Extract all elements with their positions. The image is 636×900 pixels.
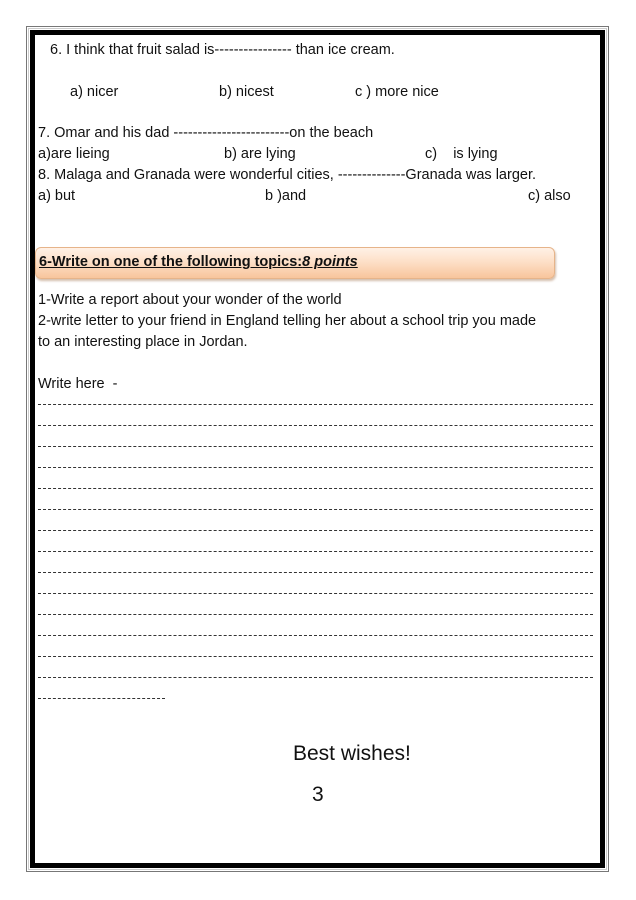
question-6-option-b: b) nicest	[219, 84, 274, 100]
writing-line[interactable]	[38, 635, 593, 636]
writing-line[interactable]	[38, 593, 593, 594]
topic-2: 2-write letter to your friend in England telling her about a school trip you made	[38, 313, 537, 329]
writing-line[interactable]	[38, 551, 593, 552]
topic-2-continued: to an interesting place in Jordan.	[38, 334, 248, 350]
question-8-option-b: b )and	[265, 188, 307, 204]
page-number: 3	[312, 783, 324, 806]
section-heading	[39, 254, 358, 270]
writing-line[interactable]	[38, 698, 165, 699]
question-8-option-c: c) also	[528, 188, 571, 204]
question-7-option-b: b) are lying	[224, 146, 296, 162]
writing-line[interactable]	[38, 509, 593, 510]
write-here-label: Write here -	[38, 376, 118, 392]
writing-line[interactable]	[38, 530, 593, 531]
question-7-option-c: c) is lying	[425, 146, 498, 162]
question-8-stem: 8. Malaga and Granada were wonderful cities, --------------Granada was larger.	[38, 167, 537, 183]
writing-line[interactable]	[38, 488, 593, 489]
writing-line[interactable]	[38, 425, 593, 426]
section-heading-points: 8 points	[302, 254, 358, 270]
writing-line[interactable]	[38, 656, 593, 657]
topic-1: 1-Write a report about your wonder of the world	[38, 292, 342, 308]
writing-line[interactable]	[38, 572, 593, 573]
writing-line[interactable]	[38, 677, 593, 678]
writing-line[interactable]	[38, 446, 593, 447]
section-heading-box	[35, 247, 555, 279]
question-6-option-c: c ) more nice	[355, 84, 439, 100]
section-heading-title: 6-Write on one of the following topics:	[39, 254, 303, 270]
question-8-option-a: a) but	[38, 188, 76, 204]
closing-text: Best wishes!	[293, 742, 411, 765]
question-7-option-a: a)are lieing	[38, 146, 110, 162]
writing-line[interactable]	[38, 404, 593, 405]
question-7-stem: 7. Omar and his dad ------------------------on the beach	[38, 125, 374, 141]
writing-line[interactable]	[38, 614, 593, 615]
writing-line[interactable]	[38, 467, 593, 468]
question-6-stem: 6. I think that fruit salad is---------------- than ice cream.	[50, 42, 395, 58]
question-6-option-a: a) nicer	[70, 84, 119, 100]
